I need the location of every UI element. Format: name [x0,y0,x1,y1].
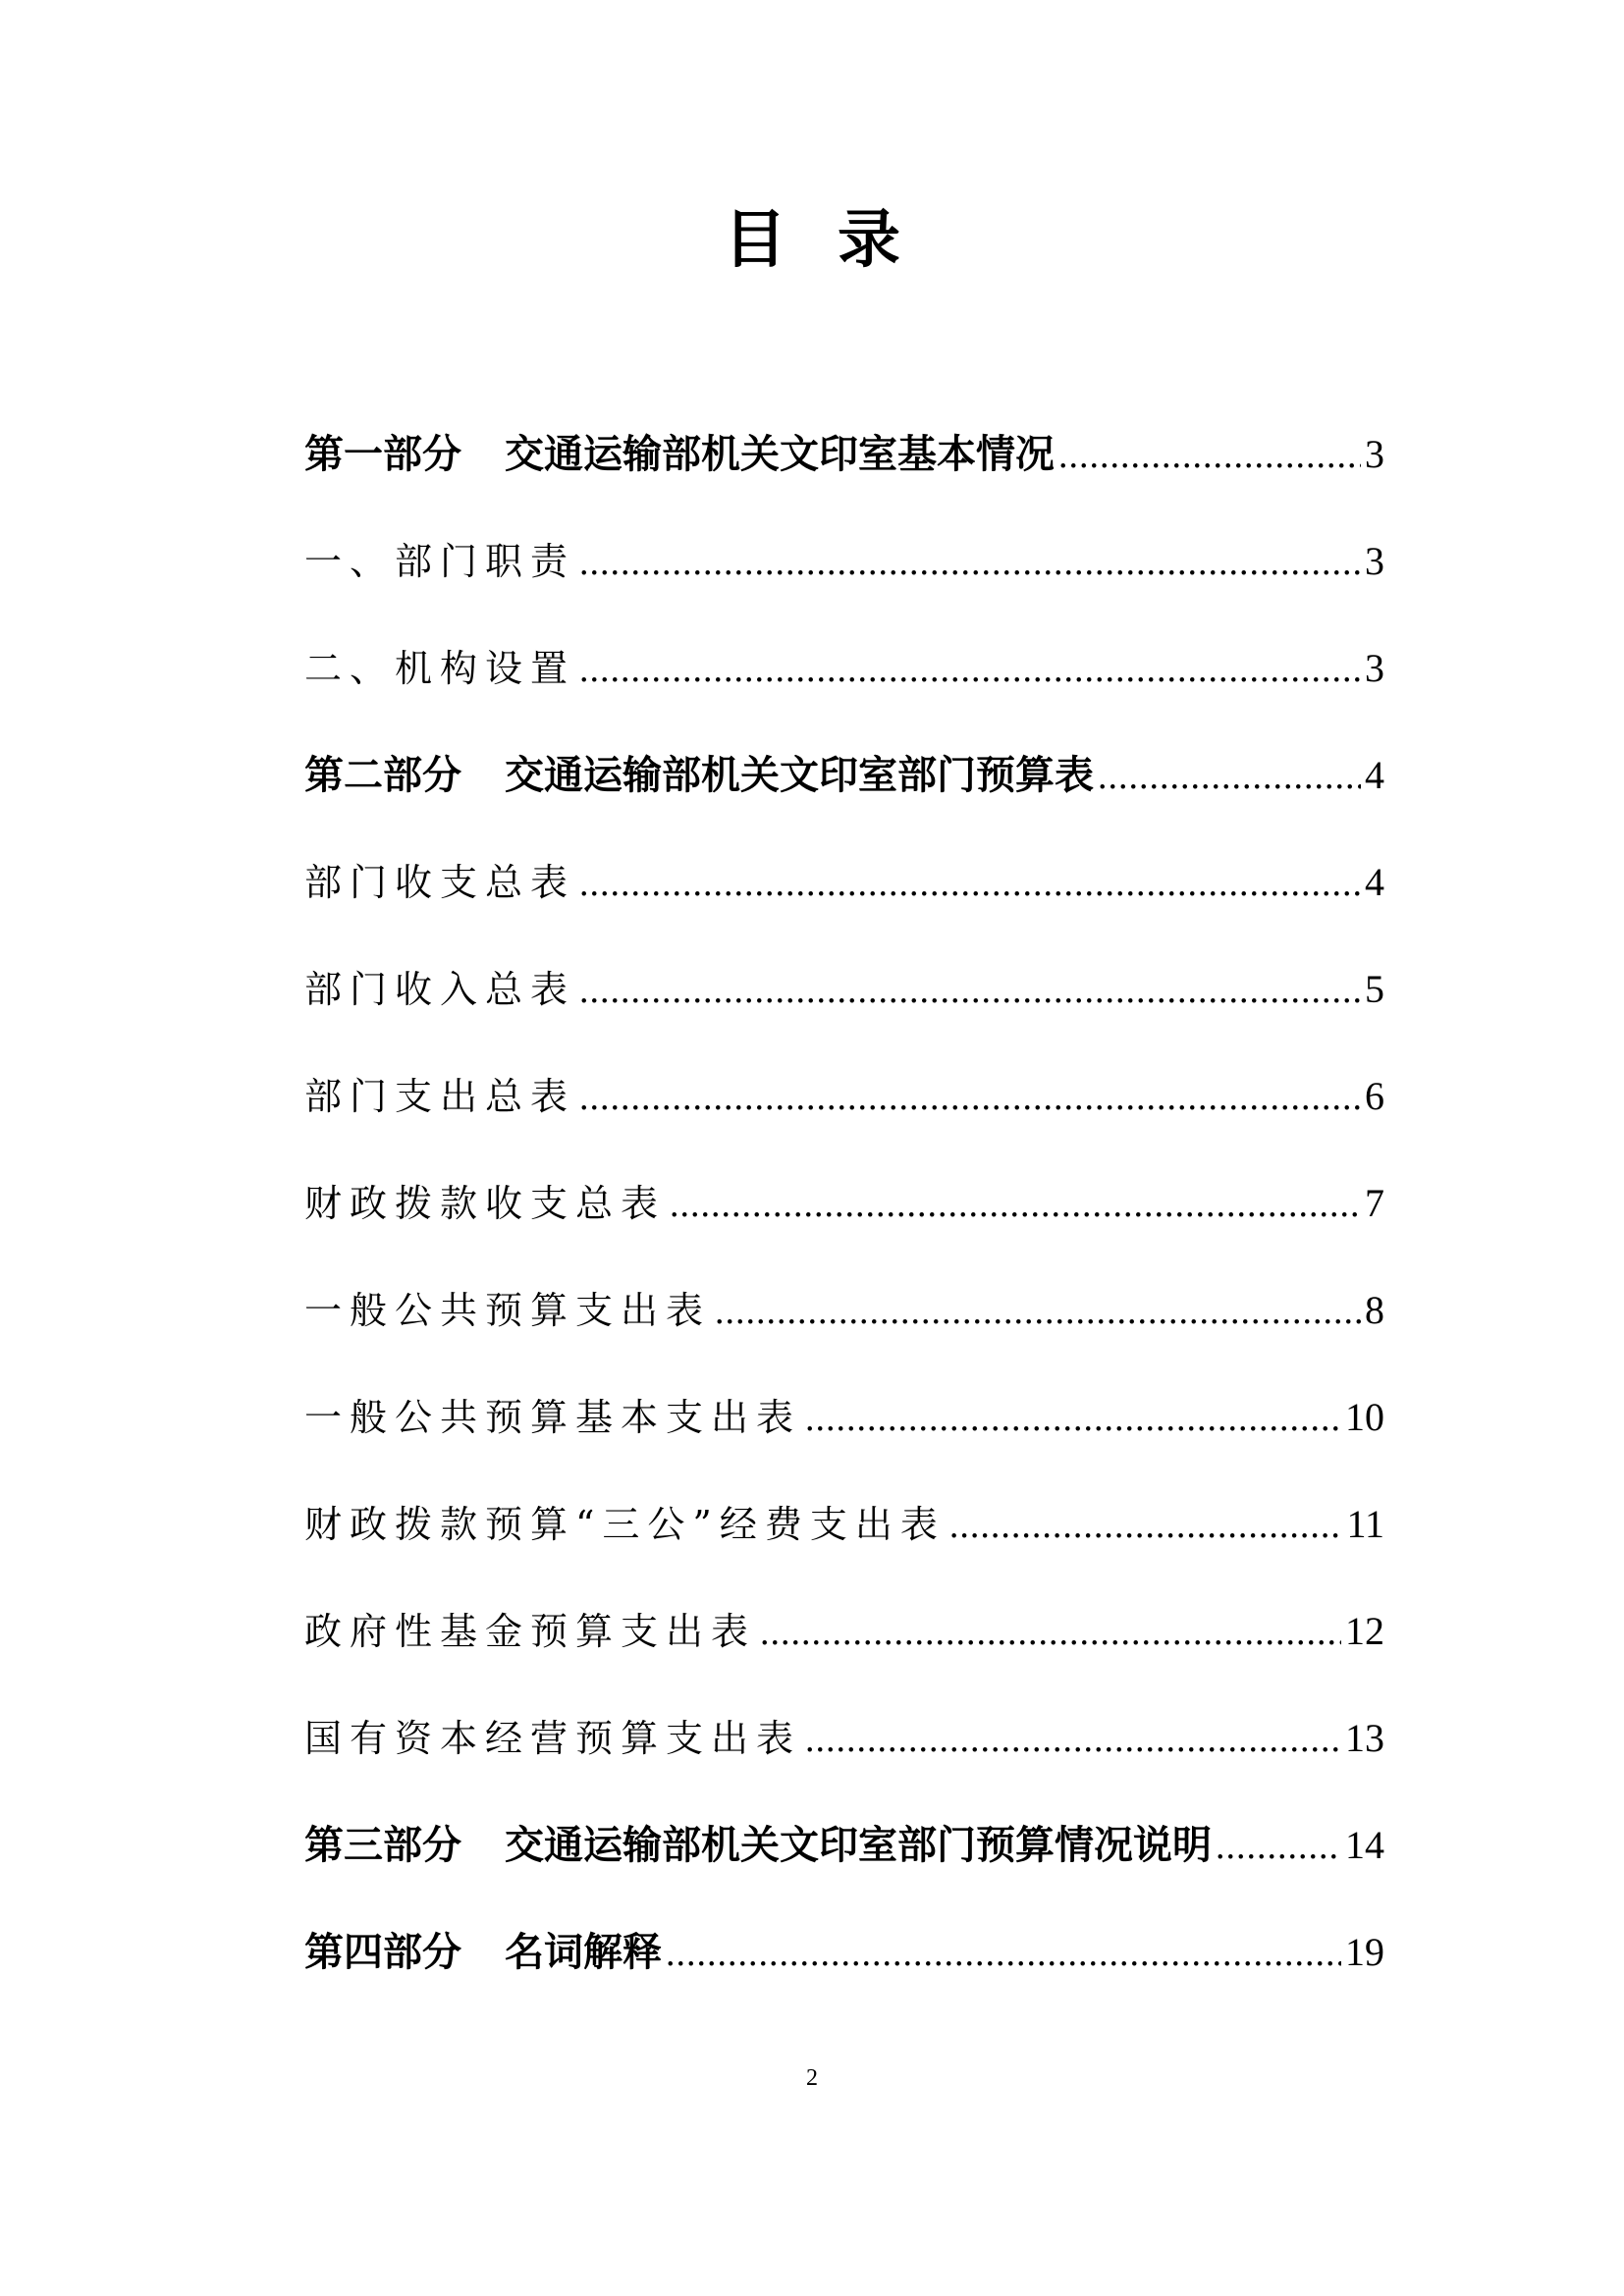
toc-entry-label [304,1816,1212,1875]
toc-dot-leader [579,961,1361,1020]
toc-dot-leader [760,1603,1341,1662]
toc-entry-label: 财政拨款预算“三公”经费支出表 [304,1503,946,1546]
toc-page-number: 13 [1345,1716,1384,1760]
toc-entry-label: 部门收入总表 [304,968,576,1011]
toc-entry-government-fund-budget-expenditure[interactable] [304,1602,1384,1709]
toc-entry-expenditure-summary[interactable] [304,1067,1384,1174]
toc-entry-label [304,746,1094,805]
toc-dot-leader [715,1282,1361,1341]
toc-page-number: 11 [1346,1502,1384,1546]
toc-page-number: 4 [1365,860,1384,904]
toc-entry-revenue-expenditure-summary[interactable] [304,853,1384,960]
toc-part-number: 第二部分 [304,753,461,798]
toc-entry-part-1[interactable] [304,425,1384,532]
toc-dot-leader [1098,747,1361,806]
toc-page-number: 4 [1365,753,1384,797]
toc-part-number: 第一部分 [304,432,461,477]
toc-page-number: 3 [1365,539,1384,583]
toc-part-number: 第四部分 [304,1930,461,1975]
toc-entry-label: 部门收支总表 [304,861,576,904]
toc-part-number: 第三部分 [304,1823,461,1868]
toc-page-number: 14 [1345,1823,1384,1867]
table-of-contents [304,425,1384,2030]
toc-part-title: 交通运输部机关文印室部门预算情况说明 [505,1823,1212,1868]
toc-dot-leader [579,640,1361,699]
toc-dot-leader [805,1389,1341,1448]
toc-dot-leader [1216,1817,1341,1876]
toc-entry-label: 财政拨款收支总表 [304,1182,667,1225]
toc-entry-part-4[interactable] [304,1923,1384,2030]
page-title: 目录 [724,204,951,277]
toc-page-number: 3 [1365,646,1384,690]
toc-page-number: 5 [1365,967,1384,1011]
toc-page-number: 12 [1345,1609,1384,1653]
page-footer-number: 2 [806,2065,818,2091]
toc-entry-revenue-summary[interactable] [304,960,1384,1067]
toc-dot-leader [579,533,1361,592]
toc-entry-label: 部门支出总表 [304,1075,576,1118]
toc-entry-part-3[interactable] [304,1816,1384,1923]
toc-entry-state-capital-budget-expenditure[interactable] [304,1709,1384,1816]
toc-entry-general-public-budget-expenditure[interactable] [304,1281,1384,1388]
toc-entry-label: 一般公共预算支出表 [304,1289,712,1332]
toc-entry-fiscal-appropriation-summary[interactable] [304,1174,1384,1281]
toc-part-title: 名词解释 [505,1930,662,1975]
toc-entry-label [304,1923,662,1982]
toc-entry-label [304,425,1055,484]
toc-dot-leader [1058,426,1361,485]
toc-page-number: 6 [1365,1074,1384,1118]
toc-dot-leader [670,1175,1361,1234]
toc-page-number: 8 [1365,1288,1384,1332]
toc-entry-department-duties[interactable] [304,532,1384,639]
toc-entry-label: 二、机构设置 [304,647,576,690]
toc-dot-leader [805,1710,1341,1769]
toc-page-number: 7 [1365,1181,1384,1225]
toc-dot-leader [579,1068,1361,1127]
toc-entry-general-public-budget-basic-expenditure[interactable] [304,1388,1384,1495]
toc-dot-leader [949,1496,1343,1555]
toc-entry-label: 一、部门职责 [304,540,576,583]
toc-entry-three-public-expenses[interactable] [304,1495,1384,1602]
toc-part-title: 交通运输部机关文印室部门预算表 [505,753,1094,798]
toc-entry-label: 政府性基金预算支出表 [304,1610,757,1653]
toc-dot-leader [666,1924,1341,1983]
toc-page-number: 10 [1345,1395,1384,1439]
toc-dot-leader [579,854,1361,913]
toc-entry-label: 国有资本经营预算支出表 [304,1717,802,1760]
toc-entry-part-2[interactable] [304,746,1384,853]
toc-page-number: 3 [1365,432,1384,476]
toc-part-title: 交通运输部机关文印室基本情况 [505,432,1055,477]
toc-page-number: 19 [1345,1930,1384,1974]
toc-entry-label: 一般公共预算基本支出表 [304,1396,802,1439]
toc-entry-organization-setup[interactable] [304,639,1384,746]
